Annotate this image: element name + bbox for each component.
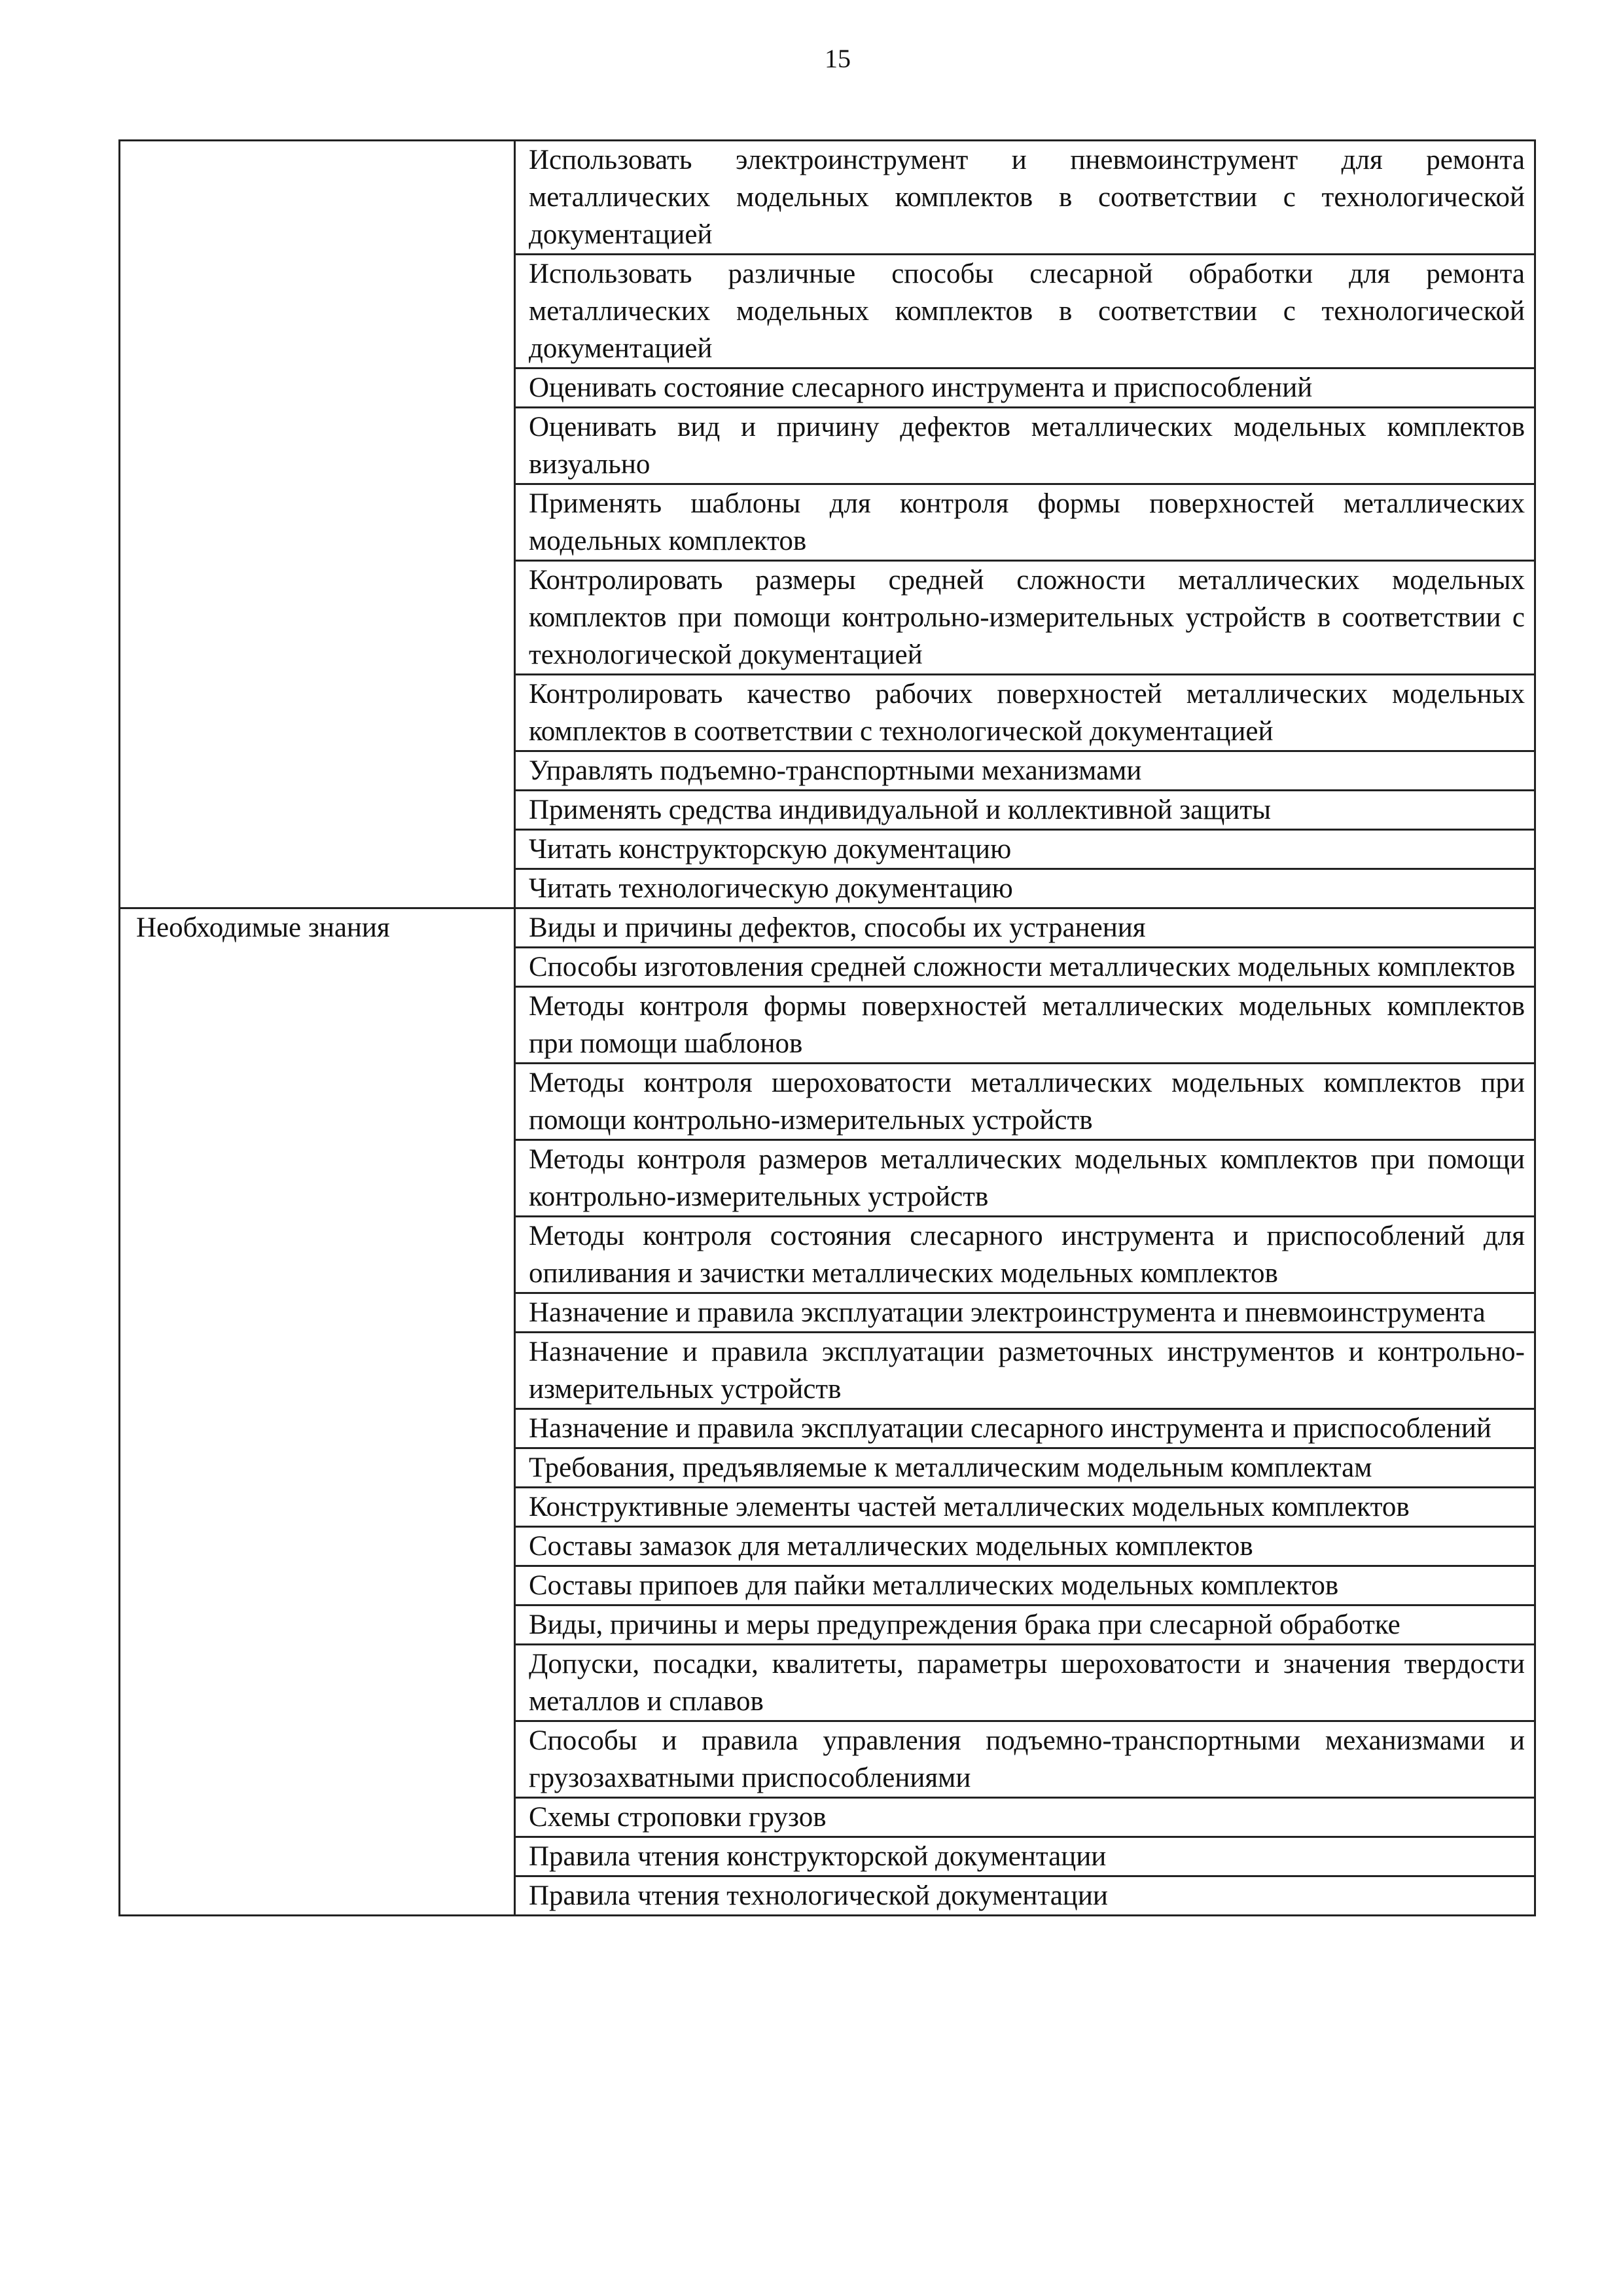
- section-label-spacer: [120, 561, 515, 675]
- table-row: [120, 675, 1535, 751]
- section-label-spacer: [120, 255, 515, 368]
- table-row: [120, 830, 1535, 869]
- requirement-item: Применять шаблоны для контроля формы поверхностей металлических модельных комплектов: [515, 484, 1535, 561]
- section-label-spacer: [120, 987, 515, 1064]
- table-row: [120, 484, 1535, 561]
- requirement-item: Виды и причины дефектов, способы их устранения: [515, 908, 1535, 948]
- table-row: [120, 1798, 1535, 1837]
- table-row: [120, 908, 1535, 948]
- section-label-spacer: [120, 1721, 515, 1798]
- table-row: [120, 1293, 1535, 1333]
- table-row: [120, 1527, 1535, 1566]
- table-row: [120, 368, 1535, 408]
- requirement-item: Составы замазок для металлических модельных комплектов: [515, 1527, 1535, 1566]
- table-row: [120, 1645, 1535, 1721]
- section-label-spacer: [120, 1645, 515, 1721]
- section-label-spacer: [120, 1217, 515, 1293]
- section-label-spacer: [120, 1837, 515, 1876]
- section-label-spacer: [120, 1566, 515, 1605]
- requirement-item: Методы контроля шероховатости металлических модельных комплектов при помощи контрольно-измерительных устройств: [515, 1064, 1535, 1140]
- section-label-spacer: [120, 1876, 515, 1916]
- requirement-item: Составы припоев для пайки металлических модельных комплектов: [515, 1566, 1535, 1605]
- section-label-spacer: [120, 1527, 515, 1566]
- requirement-item: Читать конструкторскую документацию: [515, 830, 1535, 869]
- requirement-item: Использовать электроинструмент и пневмоинструмент для ремонта металлических модельных комплектов в соответствии с технологической документацией: [515, 141, 1535, 255]
- table-row: [120, 1488, 1535, 1527]
- table-row: [120, 408, 1535, 484]
- requirement-item: Управлять подъемно-транспортными механизмами: [515, 751, 1535, 791]
- section-label: Необходимые знания: [120, 908, 515, 948]
- table-row: [120, 751, 1535, 791]
- section-label-spacer: [120, 1064, 515, 1140]
- requirements-table: [118, 139, 1536, 1916]
- section-label-spacer: [120, 948, 515, 987]
- section-label-spacer: [120, 1448, 515, 1488]
- requirements-table-body: [120, 141, 1535, 1916]
- requirement-item: Методы контроля формы поверхностей металлических модельных комплектов при помощи шаблонов: [515, 987, 1535, 1064]
- section-label-spacer: [120, 675, 515, 751]
- requirement-item: Правила чтения технологической документации: [515, 1876, 1535, 1916]
- section-label-spacer: [120, 791, 515, 830]
- table-row: [120, 1140, 1535, 1217]
- table-row: [120, 1064, 1535, 1140]
- table-row: [120, 1333, 1535, 1409]
- requirement-item: Использовать различные способы слесарной обработки для ремонта металлических модельных комплектов в соответствии с технологической документацией: [515, 255, 1535, 368]
- requirement-item: Методы контроля размеров металлических модельных комплектов при помощи контрольно-измерительных устройств: [515, 1140, 1535, 1217]
- requirement-item: Оценивать состояние слесарного инструмента и приспособлений: [515, 368, 1535, 408]
- section-label-spacer: [120, 1488, 515, 1527]
- table-row: [120, 255, 1535, 368]
- requirement-item: Допуски, посадки, квалитеты, параметры шероховатости и значения твердости металлов и сплавов: [515, 1645, 1535, 1721]
- section-label-spacer: [120, 830, 515, 869]
- requirement-item: Виды, причины и меры предупреждения брака при слесарной обработке: [515, 1605, 1535, 1645]
- requirement-item: Применять средства индивидуальной и коллективной защиты: [515, 791, 1535, 830]
- requirement-item: Требования, предъявляемые к металлическим модельным комплектам: [515, 1448, 1535, 1488]
- table-row: [120, 869, 1535, 908]
- requirement-item: Способы изготовления средней сложности металлических модельных комплектов: [515, 948, 1535, 987]
- requirement-item: Контролировать качество рабочих поверхностей металлических модельных комплектов в соответствии с технологической документацией: [515, 675, 1535, 751]
- section-label-spacer: [120, 1333, 515, 1409]
- section-label-spacer: [120, 408, 515, 484]
- requirement-item: Конструктивные элементы частей металлических модельных комплектов: [515, 1488, 1535, 1527]
- table-row: [120, 1837, 1535, 1876]
- section-label-spacer: [120, 1293, 515, 1333]
- requirement-item: Оценивать вид и причину дефектов металлических модельных комплектов визуально: [515, 408, 1535, 484]
- requirement-item: Контролировать размеры средней сложности металлических модельных комплектов при помощи контрольно-измерительных устройств в соответствии с технологической документацией: [515, 561, 1535, 675]
- table-row: [120, 948, 1535, 987]
- section-label-spacer: [120, 484, 515, 561]
- section-label-spacer: [120, 1409, 515, 1448]
- section-label-spacer: [120, 1605, 515, 1645]
- requirement-item: Правила чтения конструкторской документации: [515, 1837, 1535, 1876]
- table-row: [120, 1566, 1535, 1605]
- table-row: [120, 141, 1535, 255]
- section-label-spacer: [120, 1798, 515, 1837]
- requirement-item: Способы и правила управления подъемно-транспортными механизмами и грузозахватными приспособлениями: [515, 1721, 1535, 1798]
- section-label-spacer: [120, 869, 515, 908]
- table-row: [120, 1721, 1535, 1798]
- section-label-spacer: [120, 1140, 515, 1217]
- section-label: [120, 141, 515, 255]
- requirement-item: Методы контроля состояния слесарного инструмента и приспособлений для опиливания и зачистки металлических модельных комплектов: [515, 1217, 1535, 1293]
- table-row: [120, 1448, 1535, 1488]
- table-row: [120, 561, 1535, 675]
- table-row: [120, 1217, 1535, 1293]
- table-row: [120, 1876, 1535, 1916]
- table-row: [120, 791, 1535, 830]
- section-label-spacer: [120, 368, 515, 408]
- requirement-item: Схемы строповки грузов: [515, 1798, 1535, 1837]
- table-row: [120, 987, 1535, 1064]
- section-label-spacer: [120, 751, 515, 791]
- page-number: 15: [825, 44, 851, 73]
- requirement-item: Назначение и правила эксплуатации разметочных инструментов и контрольно-измерительных устройств: [515, 1333, 1535, 1409]
- requirement-item: Читать технологическую документацию: [515, 869, 1535, 908]
- table-row: [120, 1605, 1535, 1645]
- requirement-item: Назначение и правила эксплуатации слесарного инструмента и приспособлений: [515, 1409, 1535, 1448]
- requirement-item: Назначение и правила эксплуатации электроинструмента и пневмоинструмента: [515, 1293, 1535, 1333]
- table-row: [120, 1409, 1535, 1448]
